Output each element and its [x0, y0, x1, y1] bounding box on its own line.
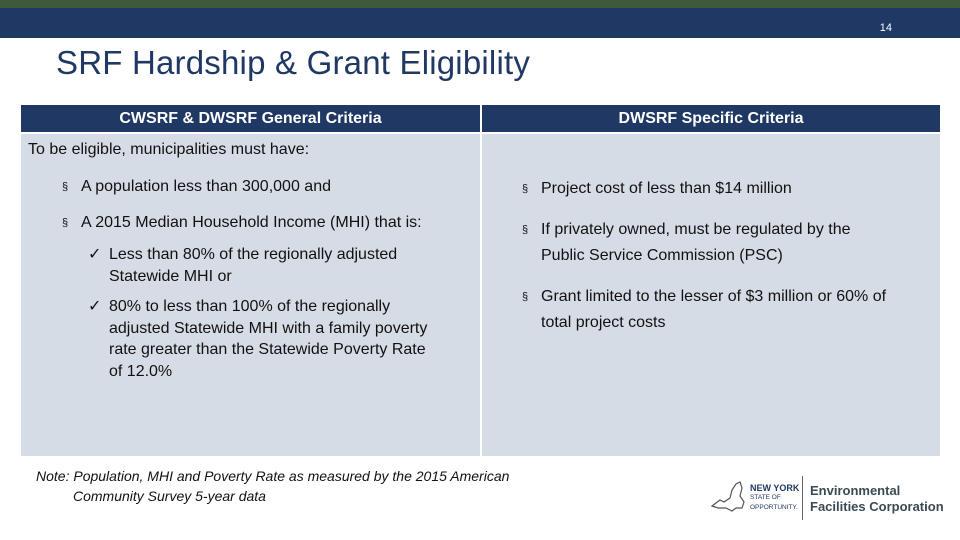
page-title: SRF Hardship & Grant Eligibility	[56, 44, 531, 81]
efc-wordmark: Environmental Facilities Corporation	[810, 483, 944, 514]
top-accent-bar	[0, 0, 960, 8]
left-bullet-mhi: § A 2015 Median Household Income (MHI) that is:	[62, 210, 472, 236]
right-column-header: DWSRF Specific Criteria	[482, 105, 940, 132]
checkmark-icon: ✓	[88, 246, 102, 263]
square-bullet-icon: §	[522, 291, 529, 303]
check-item-80-to-100: ✓ 80% to less than 100% of the regionally adjusted Statewide MHI with a family poverty rate greater than the Statewide Poverty Rate of 12.0%	[88, 298, 428, 380]
right-bullet-privately-owned: § If privately owned, must be regulated by the Public Service Commission (PSC)	[522, 217, 937, 269]
ny-state-wordmark: NEW YORK STATE OF OPPORTUNITY.	[750, 483, 800, 511]
checkmark-icon: ✓	[88, 298, 102, 315]
square-bullet-icon: §	[62, 217, 69, 229]
square-bullet-icon: §	[522, 224, 529, 236]
check-item-below-80: ✓ Less than 80% of the regionally adjusted Statewide MHI or	[88, 246, 398, 285]
right-bullet-project-cost: § Project cost of less than $14 million	[522, 176, 937, 202]
eligibility-intro: To be eligible, municipalities must have:	[28, 141, 310, 158]
left-bullet-population: § A population less than 300,000 and	[62, 174, 472, 200]
top-banner	[0, 8, 960, 38]
footnote: Note: Population, MHI and Poverty Rate as measured by the 2015 American Community Survey 5-year data	[36, 468, 510, 504]
left-column-header: CWSRF & DWSRF General Criteria	[21, 105, 480, 132]
slide-number: 14	[879, 22, 892, 34]
square-bullet-icon: §	[62, 181, 69, 193]
new-york-state-map-icon	[710, 478, 748, 516]
right-bullet-grant-limit: § Grant limited to the lesser of $3 million or 60% of total project costs	[522, 284, 937, 336]
efc-logo	[710, 474, 950, 524]
logo-divider	[802, 476, 803, 520]
square-bullet-icon: §	[522, 183, 529, 195]
